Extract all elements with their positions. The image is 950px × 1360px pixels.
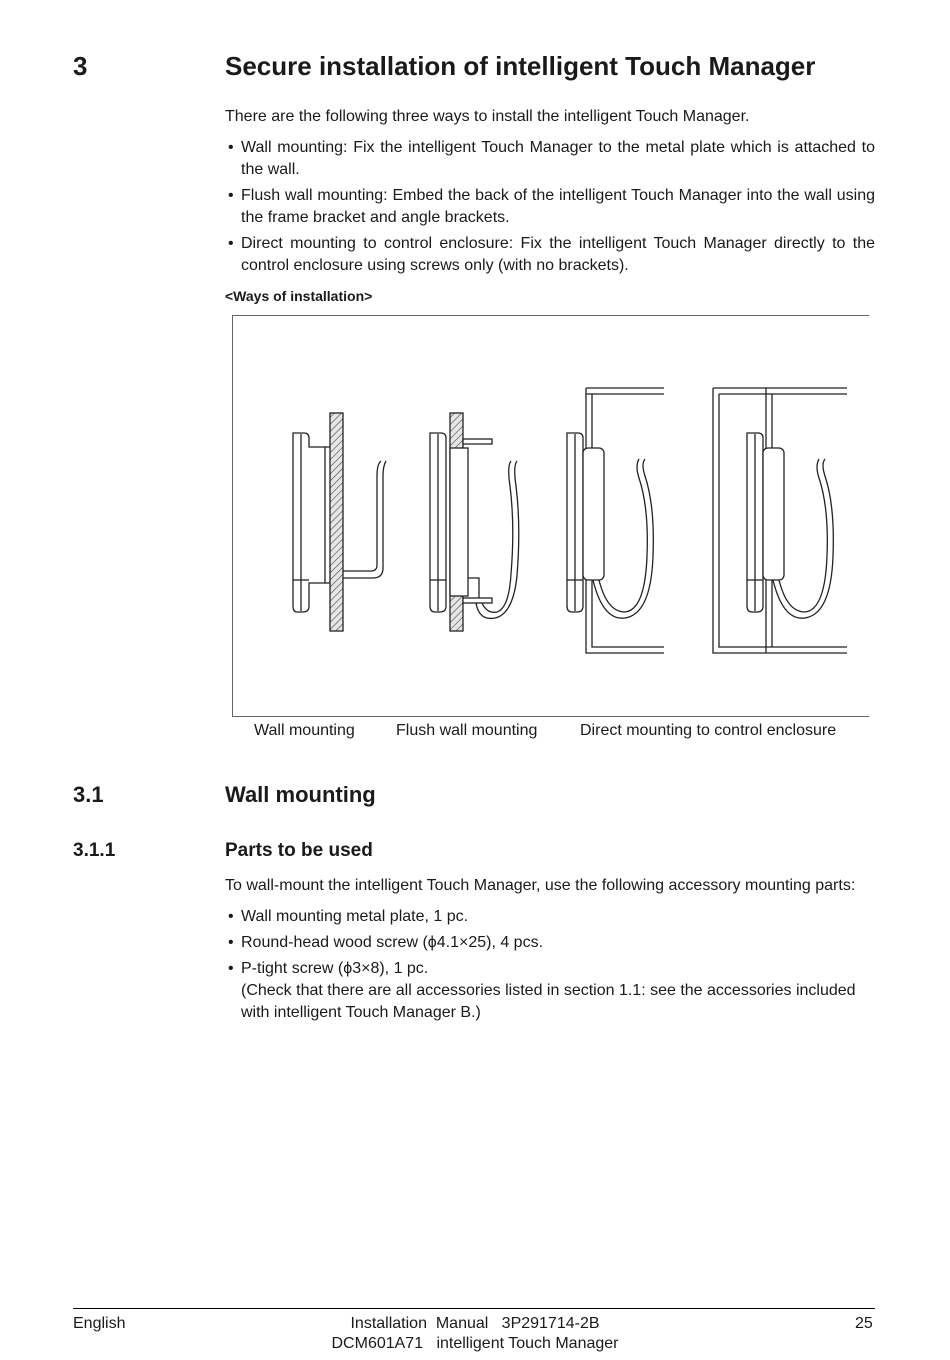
enclosure-mounting-illustration-2 [713,388,847,653]
footer-language: English [73,1315,126,1332]
list-item-text: Wall mounting metal plate, 1 pc. [241,908,469,925]
footer-rule [73,1308,875,1309]
footer-manual-info: Installation Manual 3P291714-2B [350,1315,600,1332]
list-item: • P-tight screw (ϕ3×8), 1 pc. [228,960,429,977]
list-item-text: Round-head wood screw (ϕ4.1×25), 4 pcs. [241,934,544,951]
list-item: • Round-head wood screw (ϕ4.1×25), 4 pcs. [228,934,544,951]
parts-intro: To wall-mount the intelligent Touch Manager, use the following accessory mounting parts: [225,877,856,894]
list-item: • Wall mounting metal plate, 1 pc. [228,908,469,925]
accessories-note: (Check that there are all accessories listed in section 1.1: see the accessories included with intelligent Touch Manager B.) [241,982,856,1021]
footer-model-info: DCM601A71 intelligent Touch Manager [331,1335,619,1352]
list-item-text: Wall mounting: Fix the intelligent Touch Manager to the metal plate which is attached to the wall. [241,139,875,178]
subsubsection-number: 3.1.1 [73,840,116,861]
list-item-text: P-tight screw (ϕ3×8), 1 pc. [241,960,429,977]
enclosure-mounting-illustration-1 [567,388,664,653]
wall-mounting-illustration [293,413,386,631]
installation-figure [232,315,869,717]
section-title: Secure installation of intelligent Touch Manager [225,51,816,81]
caption-direct-mounting: Direct mounting to control enclosure [580,722,837,739]
subsubsection-title: Parts to be used [225,840,373,861]
caption-wall-mounting: Wall mounting [254,722,355,739]
subsection-number: 3.1 [73,782,104,807]
flush-wall-mounting-illustration [430,413,519,631]
subsection-title: Wall mounting [225,782,376,807]
parts-list [225,906,875,1024]
list-item: • Flush wall mounting: Embed the back of the intelligent Touch Manager into the wall using the frame bracket and angle brackets. [228,187,875,226]
figure-title: <Ways of installation> [225,288,373,304]
section-intro: There are the following three ways to install the intelligent Touch Manager. [225,108,750,125]
page-number: 25 [855,1315,873,1332]
list-item-text: Direct mounting to control enclosure: Fix the intelligent Touch Manager directly to the control enclosure using screws only (with no brackets). [241,235,875,274]
caption-flush-wall-mounting: Flush wall mounting [396,722,538,739]
list-item-text: Flush wall mounting: Embed the back of the intelligent Touch Manager into the wall using the frame bracket and angle brackets. [241,187,875,226]
installation-methods-list [225,137,875,277]
list-item: • Wall mounting: Fix the intelligent Touch Manager to the metal plate which is attached to the wall. [228,139,875,178]
list-item: • Direct mounting to control enclosure: Fix the intelligent Touch Manager directly to the control enclosure using screws only (with no brackets). [228,235,875,274]
section-number: 3 [73,51,88,81]
installation-drawing [233,316,869,716]
